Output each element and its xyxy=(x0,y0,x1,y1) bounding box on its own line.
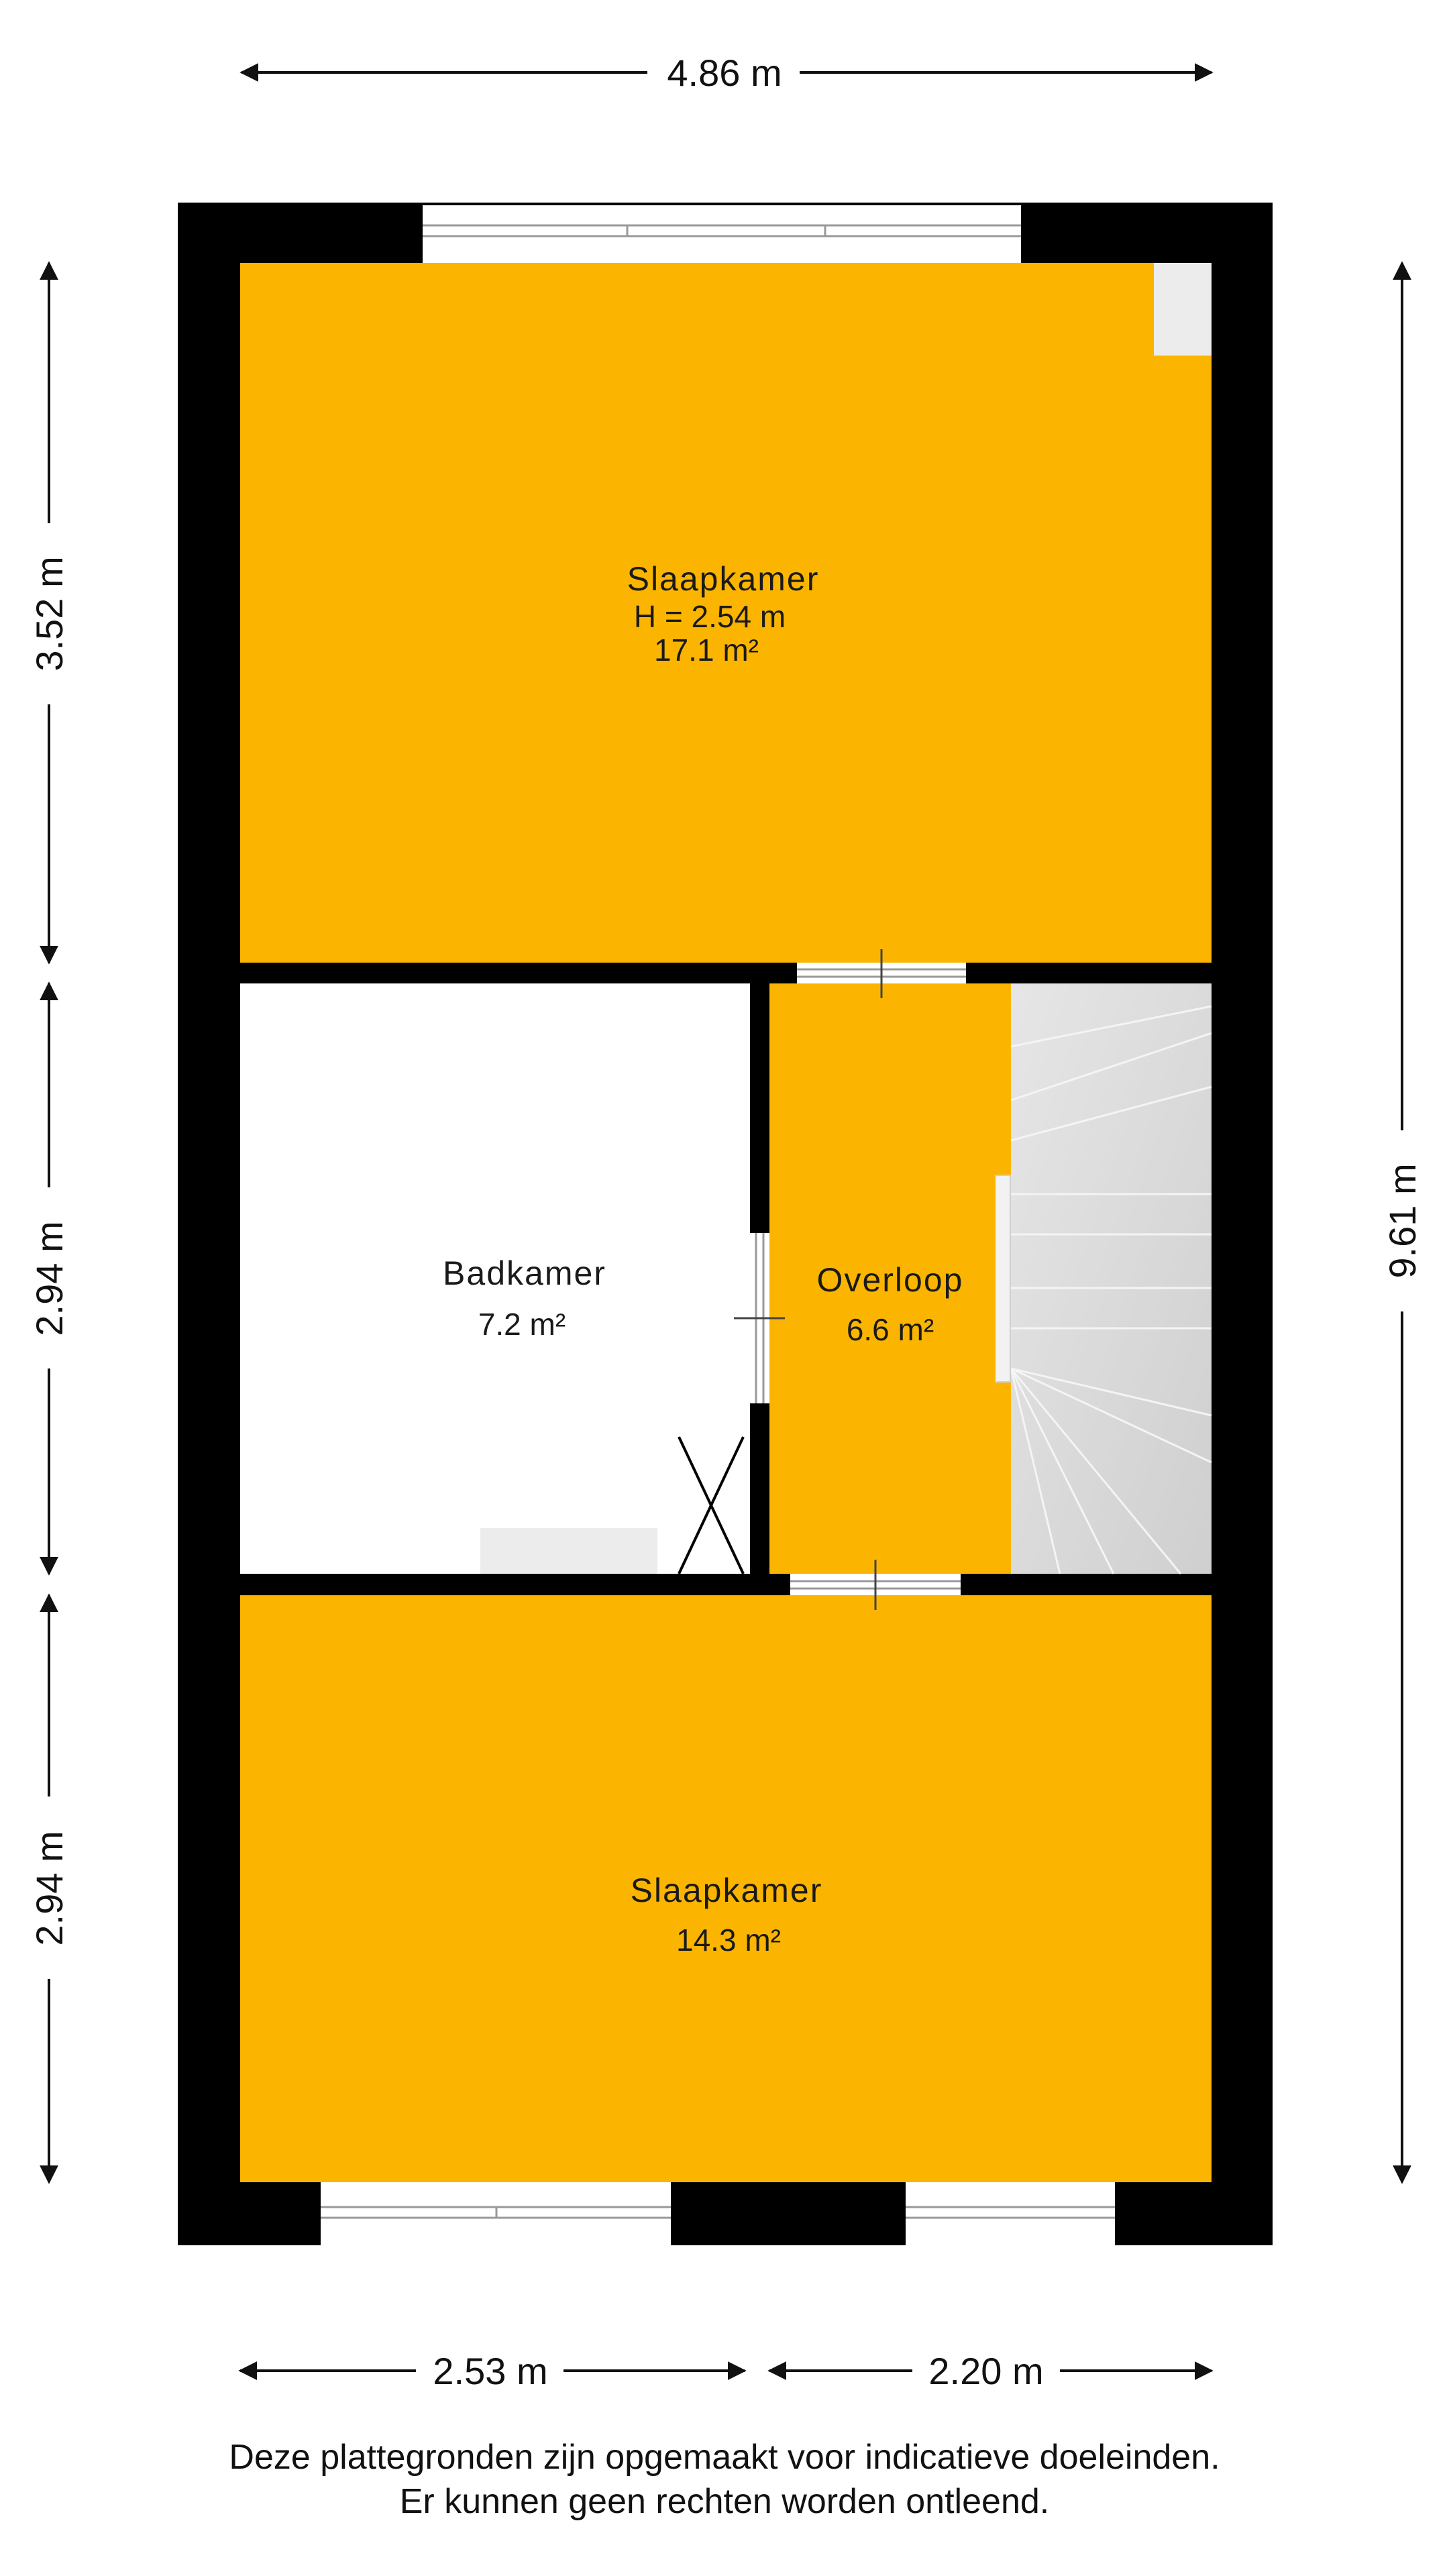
svg-text:2.53 m: 2.53 m xyxy=(433,2350,548,2392)
dimension-left-top xyxy=(28,263,70,963)
svg-text:2.94 m: 2.94 m xyxy=(28,1221,70,1336)
window-bottom-right xyxy=(906,2182,1115,2245)
svg-text:4.86 m: 4.86 m xyxy=(667,52,782,94)
dimension-left-middle xyxy=(28,983,70,1574)
disclaimer xyxy=(0,2435,1449,2524)
dimension-bottom-right xyxy=(769,2350,1212,2392)
svg-text:3.52 m: 3.52 m xyxy=(28,556,70,672)
room-area-slaapkamer-bottom: 14.3 m² xyxy=(676,1923,781,1957)
window-bottom-left xyxy=(321,2182,671,2245)
dimension-left-bottom xyxy=(28,1595,70,2182)
bath-fixture xyxy=(480,1528,657,1574)
svg-text:9.61 m: 9.61 m xyxy=(1381,1163,1424,1279)
room-label-overloop: Overloop xyxy=(816,1261,964,1299)
dimension-bottom-left xyxy=(240,2350,745,2392)
svg-text:2.94 m: 2.94 m xyxy=(28,1831,70,1946)
shaft xyxy=(679,1437,743,1574)
disclaimer-line-2: Er kunnen geen rechten worden ontleend. xyxy=(399,2482,1050,2521)
room-area-badkamer: 7.2 m² xyxy=(478,1307,566,1342)
room-area-slaapkamer-top: 17.1 m² xyxy=(654,633,759,667)
staircase xyxy=(996,983,1212,1574)
room-label-slaapkamer-bottom: Slaapkamer xyxy=(630,1872,823,1909)
dimension-right-total xyxy=(1381,263,1424,2182)
dimension-top-width xyxy=(241,52,1212,94)
room-area-overloop: 6.6 m² xyxy=(846,1312,934,1347)
disclaimer-line-1: Deze plattegronden zijn opgemaakt voor indicatieve doeleinden. xyxy=(229,2438,1220,2477)
window-top xyxy=(423,205,1021,263)
room-height-slaapkamer-top: H = 2.54 m xyxy=(633,599,786,634)
chimney-box xyxy=(1154,263,1212,356)
room-label-slaapkamer-top: Slaapkamer xyxy=(627,560,820,598)
svg-text:2.20 m: 2.20 m xyxy=(928,2350,1044,2392)
room-label-badkamer: Badkamer xyxy=(443,1254,606,1292)
